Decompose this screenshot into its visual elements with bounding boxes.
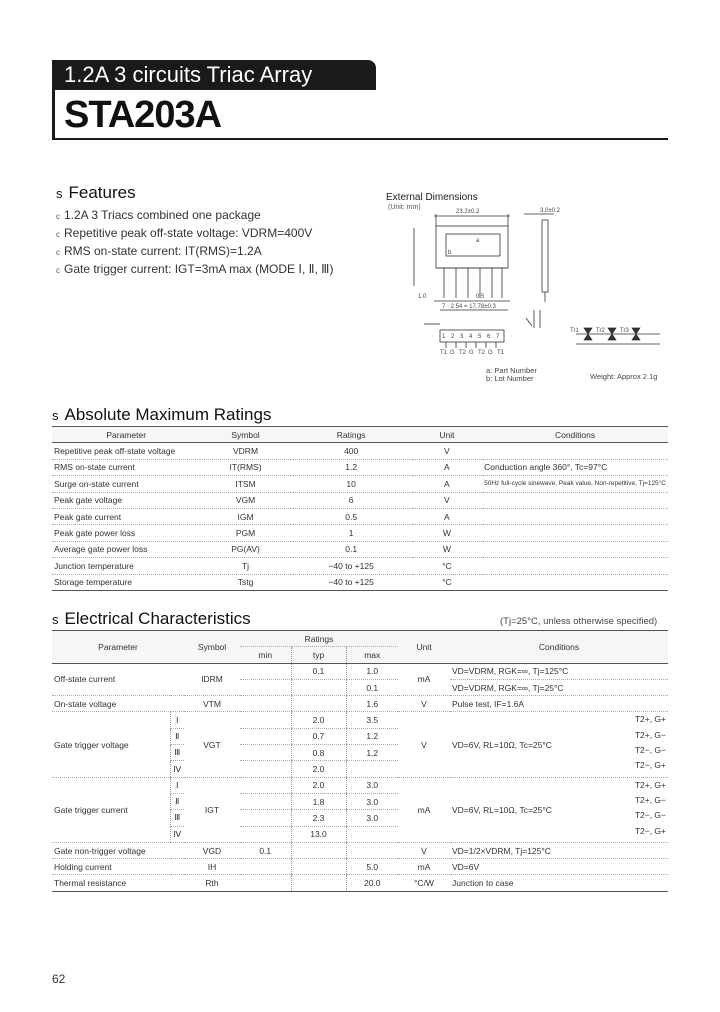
condition-cell	[482, 508, 668, 524]
gtc-condition: VD=6V, RL=10Ω, Tc=25°C	[452, 804, 552, 815]
rating-cell: 0.5	[291, 508, 412, 524]
mode-cell: Ⅲ	[170, 810, 184, 826]
bullet-marker: c	[56, 212, 60, 221]
section-marker: s	[56, 186, 63, 201]
header-horizontal-rule	[52, 138, 668, 140]
gtc-mode-list	[635, 778, 666, 839]
min-cell: 0.1	[240, 842, 291, 858]
param-cell: Storage temperature	[52, 574, 200, 590]
condition-cell: Pulse test, IF=1.6A	[450, 696, 668, 712]
param-cell: Gate trigger voltage	[52, 712, 170, 777]
param-cell: Gate non-trigger voltage	[52, 842, 184, 858]
page-number: 62	[52, 972, 66, 986]
condition-cell	[482, 525, 668, 541]
note-weight: Weight: Approx 2.1g	[590, 372, 658, 381]
mode-terminal: T2−, G+	[634, 825, 666, 836]
label-b: b	[448, 250, 452, 256]
max-cell: 3.5	[346, 712, 398, 728]
min-cell	[240, 745, 291, 761]
mode-cell: Ⅳ	[170, 826, 184, 842]
abs-max-table	[52, 426, 668, 591]
package-body	[436, 226, 508, 268]
param-cell: RMS on-state current	[52, 459, 200, 475]
param-cell: Junction temperature	[52, 558, 200, 574]
typ-cell: 2.0	[291, 761, 346, 777]
unit-cell: A	[412, 476, 482, 492]
gtv-mode-list	[635, 712, 666, 773]
condition-cell	[450, 777, 668, 842]
symbol-cell: PG(AV)	[200, 541, 290, 557]
min-cell	[240, 712, 291, 728]
param-cell: Repetitive peak off-state voltage	[52, 443, 200, 459]
unit-cell: °C	[412, 558, 482, 574]
unit-cell: W	[412, 541, 482, 557]
feature-text: Gate trigger current: IGT=3mA max (MODE Ⅰ, Ⅱ, Ⅲ)	[64, 262, 334, 276]
symbol-cell: IGT	[184, 777, 240, 842]
pin-number-6: 6	[487, 334, 491, 340]
elec-table	[52, 630, 668, 892]
gtv-condition: VD=6V, RL=10Ω, Tc=25°C	[452, 739, 552, 750]
table-row	[52, 712, 668, 728]
pin-label-1: T1	[440, 350, 448, 356]
unit-cell: °C	[412, 574, 482, 590]
condition-cell: Junction to case	[450, 875, 668, 891]
symbol-cell: Tj	[200, 558, 290, 574]
table-row	[52, 541, 668, 557]
mode-cell: Ⅰ	[170, 777, 184, 793]
mode-cell: Ⅰ	[170, 712, 184, 728]
pin-number-2: 2	[451, 334, 455, 340]
typ-cell: 0.8	[291, 745, 346, 761]
max-cell: 1.2	[346, 728, 398, 744]
condition-cell: VD=VDRM, RGK=∞, Tj=25°C	[450, 679, 668, 695]
dim-pin-thickness: 0.5	[476, 294, 485, 300]
param-cell: Off-state current	[52, 663, 184, 696]
dim-pitch: 7 · 2.54 = 17.78±0.3	[442, 304, 496, 310]
min-cell	[240, 761, 291, 777]
table-row	[52, 777, 668, 793]
unit-cell: V	[398, 696, 450, 712]
pin-label-4: G	[469, 350, 474, 356]
param-cell: Thermal resistance	[52, 875, 184, 891]
pin-label-6: G	[488, 350, 493, 356]
symbol-cell: IH	[184, 859, 240, 875]
max-cell	[346, 842, 398, 858]
unit-cell: °C/W	[398, 875, 450, 891]
col-max: max	[346, 647, 398, 663]
features-heading-text: Features	[68, 183, 136, 202]
feature-text: 1.2A 3 Triacs combined one package	[64, 208, 261, 222]
dimensions-title: External Dimensions	[386, 192, 478, 203]
typ-cell	[291, 696, 346, 712]
features-heading	[56, 183, 136, 203]
min-cell	[240, 859, 291, 875]
col-symbol: Symbol	[184, 631, 240, 664]
param-cell: On-state voltage	[52, 696, 184, 712]
typ-cell: 13.0	[291, 826, 346, 842]
dim-thickness: 3.0±0.2	[540, 208, 560, 214]
feature-item-1	[56, 208, 261, 222]
param-cell: Average gate power loss	[52, 541, 200, 557]
condition-cell: Conduction angle 360°, Tc=97°C	[482, 459, 668, 475]
series-title-bar	[52, 60, 376, 90]
dimensions-unit: (Unit: mm)	[388, 204, 421, 211]
col-parameter: Parameter	[52, 427, 200, 443]
condition-cell	[482, 443, 668, 459]
dim-width: 23.2±0.2	[456, 209, 480, 215]
max-cell	[346, 761, 398, 777]
triac-label-2: Tr2	[596, 328, 605, 334]
mode-cell: Ⅱ	[170, 793, 184, 809]
unit-cell: W	[412, 525, 482, 541]
section-marker: s	[52, 612, 59, 627]
rating-cell: 0.1	[291, 541, 412, 557]
col-ratings: Ratings	[240, 631, 398, 647]
pin-label-7: T1	[497, 350, 505, 356]
mode-terminal: T2+, G−	[634, 794, 666, 805]
pin-label-2: G	[450, 350, 455, 356]
mode-terminal: T2−, G+	[634, 760, 666, 771]
symbol-cell: VDRM	[200, 443, 290, 459]
max-cell: 0.1	[346, 679, 398, 695]
bullet-marker: c	[56, 230, 60, 239]
col-symbol: Symbol	[200, 427, 290, 443]
col-unit: Unit	[398, 631, 450, 664]
rating-cell: 1	[291, 525, 412, 541]
col-typ: typ	[291, 647, 346, 663]
elec-heading-text: Electrical Characteristics	[64, 609, 251, 628]
min-cell	[240, 777, 291, 793]
symbol-cell: VGD	[184, 842, 240, 858]
rating-cell: 6	[291, 492, 412, 508]
symbol-cell: VGT	[184, 712, 240, 777]
condition-cell: VD=6V	[450, 859, 668, 875]
typ-cell	[291, 875, 346, 891]
note-lot-number: b: Lot Number	[486, 374, 534, 383]
symbol-cell: IT(RMS)	[200, 459, 290, 475]
pin-number-5: 5	[478, 334, 482, 340]
elec-heading	[52, 609, 251, 629]
col-unit: Unit	[412, 427, 482, 443]
symbol-cell: PGM	[200, 525, 290, 541]
typ-cell: 0.1	[291, 663, 346, 679]
max-cell: 20.0	[346, 875, 398, 891]
symbol-cell: VGM	[200, 492, 290, 508]
unit-cell: V	[398, 842, 450, 858]
min-cell	[240, 793, 291, 809]
table-row	[52, 663, 668, 679]
typ-cell: 2.3	[291, 810, 346, 826]
unit-cell: A	[412, 459, 482, 475]
param-cell: Peak gate power loss	[52, 525, 200, 541]
symbol-cell: IDRM	[184, 663, 240, 696]
min-cell	[240, 679, 291, 695]
rating-cell: −40 to +125	[291, 558, 412, 574]
triac-3-symbol	[632, 328, 640, 334]
feature-item-3	[56, 244, 262, 258]
feature-item-2	[56, 226, 312, 240]
rating-cell: −40 to +125	[291, 574, 412, 590]
param-cell: Surge on-state current	[52, 476, 200, 492]
unit-cell: mA	[398, 859, 450, 875]
condition-cell	[482, 574, 668, 590]
abs-max-header-row	[52, 427, 668, 443]
max-cell: 5.0	[346, 859, 398, 875]
part-number: STA203A	[64, 94, 222, 136]
mode-cell: Ⅱ	[170, 728, 184, 744]
triac-label-3: Tr3	[620, 328, 629, 334]
rating-cell: 400	[291, 443, 412, 459]
dim-pin-width: 1.0	[418, 294, 427, 300]
condition-cell	[450, 712, 668, 777]
mode-terminal: T2+, G+	[634, 714, 666, 725]
typ-cell	[291, 842, 346, 858]
abs-max-heading	[52, 405, 271, 425]
series-title: 1.2A 3 circuits Triac Array	[64, 62, 313, 87]
col-parameter: Parameter	[52, 631, 184, 664]
pin-label-5: T2	[478, 350, 486, 356]
mode-terminal: T2+, G+	[634, 779, 666, 790]
col-conditions: Conditions	[482, 427, 668, 443]
table-row	[52, 574, 668, 590]
condition-cell: VD=1/2×VDRM, Tj=125°C	[450, 842, 668, 858]
table-row	[52, 859, 668, 875]
unit-cell: V	[412, 492, 482, 508]
table-row	[52, 443, 668, 459]
symbol-cell: Tstg	[200, 574, 290, 590]
rating-cell: 10	[291, 476, 412, 492]
header-vertical-rule	[52, 90, 55, 140]
pin-number-4: 4	[469, 334, 473, 340]
min-cell	[240, 728, 291, 744]
col-min: min	[240, 647, 291, 663]
table-row	[52, 492, 668, 508]
package-drawing	[384, 206, 674, 386]
section-marker: s	[52, 408, 59, 423]
param-cell: Gate trigger current	[52, 777, 170, 842]
max-cell: 3.0	[346, 810, 398, 826]
min-cell	[240, 875, 291, 891]
bullet-marker: c	[56, 248, 60, 257]
typ-cell: 2.0	[291, 712, 346, 728]
table-row	[52, 476, 668, 492]
label-a: a	[476, 238, 480, 244]
abs-max-heading-text: Absolute Maximum Ratings	[64, 405, 272, 424]
max-cell: 3.0	[346, 793, 398, 809]
table-row	[52, 558, 668, 574]
max-cell: 1.0	[346, 663, 398, 679]
mode-terminal: T2−, G−	[634, 745, 666, 756]
rating-cell: 1.2	[291, 459, 412, 475]
max-cell: 1.2	[346, 745, 398, 761]
min-cell	[240, 696, 291, 712]
param-cell: Peak gate current	[52, 508, 200, 524]
condition-cell: 50Hz full-cycle sinewave, Peak value, Non-repetitive, Tj=125°C	[482, 476, 668, 492]
unit-cell: V	[412, 443, 482, 459]
param-cell: Peak gate voltage	[52, 492, 200, 508]
mode-terminal: T2+, G−	[634, 729, 666, 740]
pin-label-3: T2	[459, 350, 467, 356]
table-row	[52, 842, 668, 858]
max-cell: 1.6	[346, 696, 398, 712]
col-conditions: Conditions	[450, 631, 668, 664]
mode-terminal: T2−, G−	[634, 810, 666, 821]
unit-cell: mA	[398, 777, 450, 842]
symbol-cell: Rth	[184, 875, 240, 891]
typ-cell: 1.8	[291, 793, 346, 809]
unit-cell: V	[398, 712, 450, 777]
min-cell	[240, 810, 291, 826]
symbol-cell: IGM	[200, 508, 290, 524]
triac-2-symbol	[608, 328, 616, 334]
symbol-cell: ITSM	[200, 476, 290, 492]
min-cell	[240, 663, 291, 679]
table-row	[52, 459, 668, 475]
typ-cell	[291, 679, 346, 695]
table-row	[52, 696, 668, 712]
typ-cell	[291, 859, 346, 875]
elec-note: (Tj=25°C, unless otherwise specified)	[500, 616, 658, 627]
mode-cell: Ⅲ	[170, 745, 184, 761]
marking-area	[446, 234, 500, 256]
table-row	[52, 525, 668, 541]
symbol-cell: VTM	[184, 696, 240, 712]
triac-label-1: Tr1	[570, 328, 579, 334]
param-cell: Holding current	[52, 859, 184, 875]
condition-cell	[482, 492, 668, 508]
note-part-number: a: Part Number	[486, 366, 537, 375]
feature-text: Repetitive peak off-state voltage: VDRM=400V	[64, 226, 313, 240]
pin-number-1: 1	[442, 334, 446, 340]
condition-cell: VD=VDRM, RGK=∞, Tj=125°C	[450, 663, 668, 679]
package-side-view	[542, 220, 548, 292]
unit-cell: A	[412, 508, 482, 524]
pin-number-7: 7	[496, 334, 500, 340]
table-row	[52, 508, 668, 524]
unit-cell: mA	[398, 663, 450, 696]
min-cell	[240, 826, 291, 842]
feature-item-4	[56, 262, 333, 276]
col-ratings: Ratings	[291, 427, 412, 443]
max-cell: 3.0	[346, 777, 398, 793]
typ-cell: 0.7	[291, 728, 346, 744]
condition-cell	[482, 541, 668, 557]
condition-cell	[482, 558, 668, 574]
typ-cell: 2.0	[291, 777, 346, 793]
triac-1-symbol	[584, 328, 592, 334]
table-row	[52, 875, 668, 891]
feature-text: RMS on-state current: IT(RMS)=1.2A	[64, 244, 262, 258]
elec-header-row-1	[52, 631, 668, 647]
mode-cell: Ⅳ	[170, 761, 184, 777]
pin-number-3: 3	[460, 334, 464, 340]
max-cell	[346, 826, 398, 842]
bullet-marker: c	[56, 266, 60, 275]
